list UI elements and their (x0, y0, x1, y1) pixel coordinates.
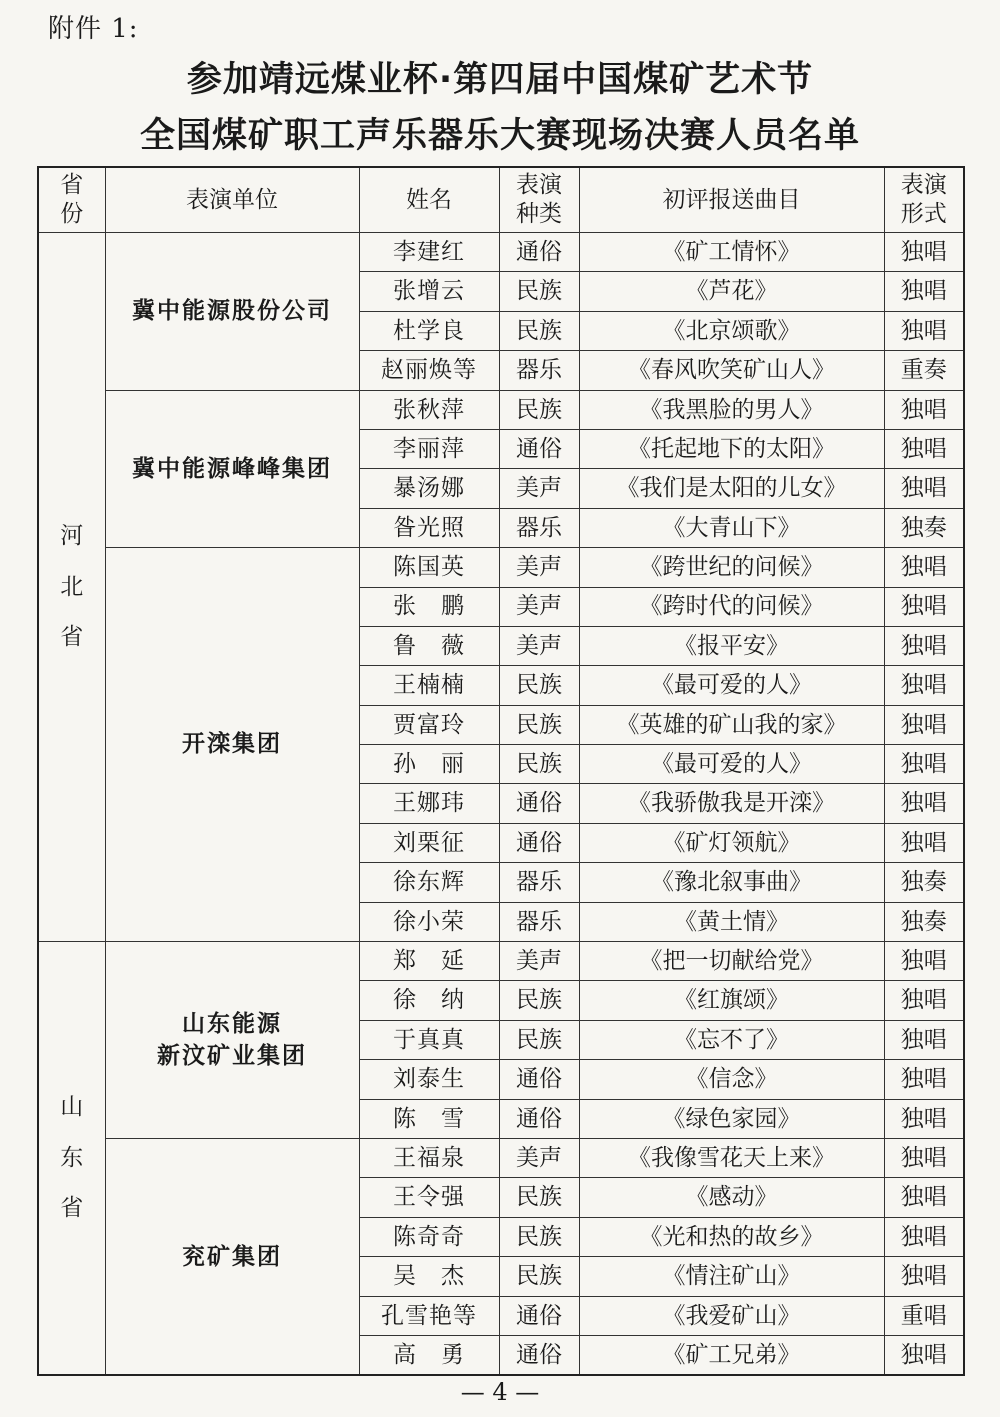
header-form (884, 167, 964, 233)
song-cell: 《北京颂歌》 (579, 311, 884, 350)
form-cell: 独奏 (884, 508, 964, 547)
song-cell: 《忘不了》 (579, 1020, 884, 1059)
document-title-line2: 全国煤矿职工声乐器乐大赛现场决赛人员名单 (139, 116, 860, 156)
category-cell: 美声 (499, 587, 579, 626)
form-cell: 独唱 (884, 1060, 964, 1099)
song-cell: 《我们是太阳的儿女》 (579, 469, 884, 508)
song-cell: 《报平安》 (579, 626, 884, 665)
form-cell: 独唱 (884, 1138, 964, 1177)
category-cell: 民族 (499, 1178, 579, 1217)
category-cell: 民族 (499, 390, 579, 429)
performer-name: 徐 纳 (359, 981, 499, 1020)
category-cell: 民族 (499, 1257, 579, 1296)
form-cell: 独唱 (884, 548, 964, 587)
performer-name: 暴汤娜 (359, 469, 499, 508)
form-cell: 独唱 (884, 823, 964, 862)
performer-name: 高 勇 (359, 1335, 499, 1375)
page-number: — 4 — (460, 1378, 540, 1406)
header-category-text: 表演种类 (515, 172, 562, 227)
unit-cell (105, 942, 359, 1139)
category-cell: 民族 (499, 666, 579, 705)
song-cell: 《大青山下》 (579, 508, 884, 547)
category-cell: 民族 (499, 745, 579, 784)
song-cell: 《春风吹笑矿山人》 (579, 351, 884, 390)
song-cell: 《感动》 (579, 1178, 884, 1217)
performer-name: 徐小荣 (359, 902, 499, 941)
song-cell: 《光和热的故乡》 (579, 1217, 884, 1256)
category-cell: 美声 (499, 548, 579, 587)
performer-name: 刘泰生 (359, 1060, 499, 1099)
song-cell: 《矿灯领航》 (579, 823, 884, 862)
performer-name: 贾富玲 (359, 705, 499, 744)
form-cell: 重奏 (884, 351, 964, 390)
document-title-line1: 参加靖远煤业杯·第四届中国煤矿艺术节 (186, 60, 814, 100)
form-cell: 独唱 (884, 626, 964, 665)
province-name: 山东省 (60, 1094, 84, 1222)
song-cell: 《红旗颂》 (579, 981, 884, 1020)
table-row (38, 233, 964, 272)
category-cell: 美声 (499, 942, 579, 981)
category-cell: 器乐 (499, 863, 579, 902)
unit-name: 新汶矿业集团 (157, 1042, 307, 1069)
table-row (38, 942, 964, 981)
form-cell: 独唱 (884, 469, 964, 508)
form-cell: 独唱 (884, 1217, 964, 1256)
header-province (38, 167, 105, 233)
performer-name: 杜学良 (359, 311, 499, 350)
song-cell: 《跨时代的问候》 (579, 587, 884, 626)
performer-name: 鲁 薇 (359, 626, 499, 665)
performer-name: 王楠楠 (359, 666, 499, 705)
unit-name: 兖矿集团 (182, 1242, 282, 1270)
form-cell: 独唱 (884, 233, 964, 272)
performer-name: 陈奇奇 (359, 1217, 499, 1256)
unit-cell (105, 390, 359, 548)
form-cell: 独唱 (884, 272, 964, 311)
performer-name: 吴 杰 (359, 1257, 499, 1296)
performer-name: 于真真 (359, 1020, 499, 1059)
form-cell: 独唱 (884, 1335, 964, 1375)
province-cell (38, 942, 105, 1376)
table-row (38, 548, 964, 587)
header-song: 初评报送曲目 (579, 167, 884, 233)
performer-name: 李丽萍 (359, 429, 499, 468)
table-body (38, 233, 964, 1376)
category-cell: 通俗 (499, 429, 579, 468)
category-cell: 民族 (499, 1217, 579, 1256)
form-cell: 独唱 (884, 1178, 964, 1217)
song-cell: 《我骄傲我是开滦》 (579, 784, 884, 823)
finalists-table (37, 166, 965, 1376)
song-cell: 《英雄的矿山我的家》 (579, 705, 884, 744)
form-cell: 独唱 (884, 666, 964, 705)
table-row (38, 1138, 964, 1177)
category-cell: 通俗 (499, 233, 579, 272)
song-cell: 《跨世纪的问候》 (579, 548, 884, 587)
unit-name: 山东能源 (182, 1009, 282, 1037)
performer-name: 郑 延 (359, 942, 499, 981)
unit-cell (105, 548, 359, 942)
performer-name: 徐东辉 (359, 863, 499, 902)
table-header-row (38, 167, 964, 233)
category-cell: 美声 (499, 1138, 579, 1177)
song-cell: 《黄土情》 (579, 902, 884, 941)
song-cell: 《豫北叙事曲》 (579, 863, 884, 902)
song-cell: 《把一切献给党》 (579, 942, 884, 981)
unit-name: 开滦集团 (182, 730, 282, 758)
header-province-text: 省份 (60, 172, 84, 227)
unit-name: 冀中能源峰峰集团 (132, 454, 332, 482)
unit-cell (105, 233, 359, 391)
song-cell: 《矿工兄弟》 (579, 1335, 884, 1375)
category-cell: 民族 (499, 311, 579, 350)
form-cell: 独唱 (884, 429, 964, 468)
form-cell: 独唱 (884, 784, 964, 823)
category-cell: 通俗 (499, 784, 579, 823)
header-name: 姓名 (359, 167, 499, 233)
song-cell: 《我爱矿山》 (579, 1296, 884, 1335)
category-cell: 民族 (499, 272, 579, 311)
category-cell: 民族 (499, 1020, 579, 1059)
unit-name: 冀中能源股份公司 (132, 297, 332, 325)
performer-name: 赵丽焕等 (359, 351, 499, 390)
form-cell: 独唱 (884, 705, 964, 744)
category-cell: 器乐 (499, 351, 579, 390)
category-cell: 美声 (499, 469, 579, 508)
song-cell: 《最可爱的人》 (579, 745, 884, 784)
form-cell: 独唱 (884, 311, 964, 350)
performer-name: 李建红 (359, 233, 499, 272)
category-cell: 通俗 (499, 1060, 579, 1099)
performer-name: 王娜玮 (359, 784, 499, 823)
category-cell: 通俗 (499, 823, 579, 862)
form-cell: 独奏 (884, 863, 964, 902)
unit-cell (105, 1138, 359, 1375)
form-cell: 独唱 (884, 981, 964, 1020)
province-cell (38, 233, 105, 942)
song-cell: 《我黑脸的男人》 (579, 390, 884, 429)
song-cell: 《我像雪花天上来》 (579, 1138, 884, 1177)
performer-name: 刘栗征 (359, 823, 499, 862)
category-cell: 通俗 (499, 1335, 579, 1375)
category-cell: 器乐 (499, 902, 579, 941)
header-category (499, 167, 579, 233)
form-cell: 独唱 (884, 1257, 964, 1296)
performer-name: 张秋萍 (359, 390, 499, 429)
performer-name: 张增云 (359, 272, 499, 311)
performer-name: 张 鹏 (359, 587, 499, 626)
performer-name: 孔雪艳等 (359, 1296, 499, 1335)
table-row (38, 390, 964, 429)
province-name: 河北省 (60, 523, 84, 651)
performer-name: 陈 雪 (359, 1099, 499, 1138)
performer-name: 陈国英 (359, 548, 499, 587)
category-cell: 民族 (499, 981, 579, 1020)
form-cell: 独奏 (884, 902, 964, 941)
category-cell: 通俗 (499, 1296, 579, 1335)
form-cell: 独唱 (884, 1099, 964, 1138)
song-cell: 《最可爱的人》 (579, 666, 884, 705)
form-cell: 独唱 (884, 745, 964, 784)
header-unit: 表演单位 (105, 167, 359, 233)
form-cell: 重唱 (884, 1296, 964, 1335)
attachment-label: 附件 1: (48, 14, 139, 44)
form-cell: 独唱 (884, 390, 964, 429)
song-cell: 《矿工情怀》 (579, 233, 884, 272)
song-cell: 《信念》 (579, 1060, 884, 1099)
performer-name: 昝光照 (359, 508, 499, 547)
form-cell: 独唱 (884, 1020, 964, 1059)
header-form-text: 表演形式 (900, 172, 947, 227)
category-cell: 民族 (499, 705, 579, 744)
performer-name: 王令强 (359, 1178, 499, 1217)
song-cell: 《绿色家园》 (579, 1099, 884, 1138)
performer-name: 孙 丽 (359, 745, 499, 784)
form-cell: 独唱 (884, 587, 964, 626)
song-cell: 《托起地下的太阳》 (579, 429, 884, 468)
song-cell: 《芦花》 (579, 272, 884, 311)
form-cell: 独唱 (884, 942, 964, 981)
category-cell: 美声 (499, 626, 579, 665)
song-cell: 《情注矿山》 (579, 1257, 884, 1296)
category-cell: 器乐 (499, 508, 579, 547)
performer-name: 王福泉 (359, 1138, 499, 1177)
category-cell: 通俗 (499, 1099, 579, 1138)
